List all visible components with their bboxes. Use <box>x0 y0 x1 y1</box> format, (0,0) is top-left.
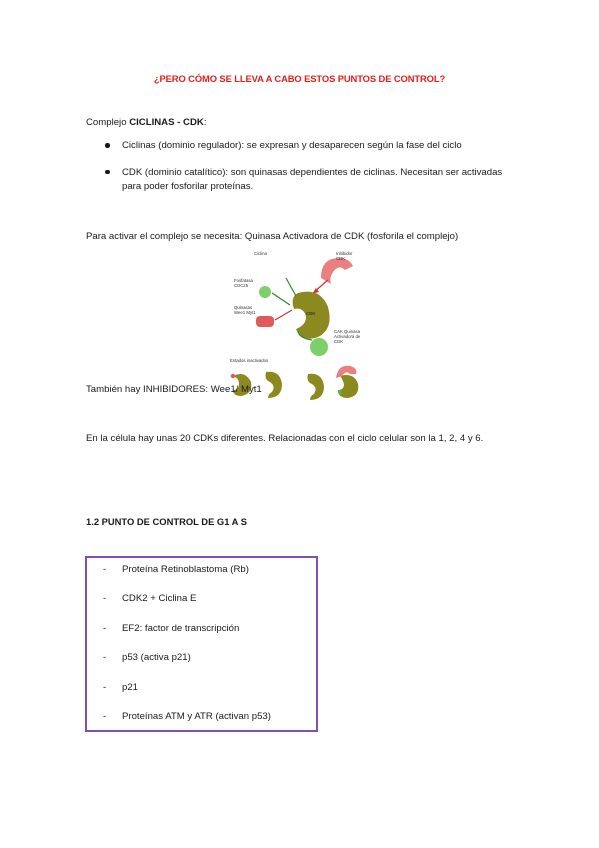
complejo-heading <box>86 116 516 130</box>
complejo-suffix: : <box>203 117 207 128</box>
inactive-state-3-cyclin <box>295 368 302 382</box>
complejo-bullet-list <box>86 139 516 207</box>
label-ciclina: Ciclina <box>254 251 267 256</box>
checkpoint-item <box>103 592 271 621</box>
fosfatasa-shape <box>259 286 271 298</box>
bullet-dot <box>105 170 110 175</box>
dash-marker: - <box>103 681 107 693</box>
checkpoint-item <box>103 651 271 680</box>
label-fosfatasa: Fosfatasa CDC25 <box>234 278 253 288</box>
inhibidores-paragraph: También hay INHIBIDORES: Wee1/ Myt1 <box>86 384 262 395</box>
checkpoint-item-text: CDK2 + Ciclina E <box>122 593 197 605</box>
inhibidor-shape <box>321 258 353 284</box>
checkpoint-item-text: EF2: factor de transcripción <box>122 622 240 634</box>
checkpoint-item <box>103 681 271 710</box>
quinasas-shape <box>256 316 274 327</box>
bullet-text: CDK (dominio catalítico): son quinasas dependientes de ciclinas. Necesitan ser activadas para poder fosforilar proteínas. <box>122 166 503 192</box>
cdks-paragraph: En la célula hay unas 20 CDKs diferentes. Relacionadas con el ciclo celular son la 1, 2, 4 y 6. <box>86 433 484 444</box>
bullet-item <box>86 166 516 194</box>
dash-marker: - <box>103 710 107 722</box>
dash-marker: - <box>103 622 107 634</box>
ciclina-shape <box>268 260 280 284</box>
label-quinasas: Quinasas Wee1 Myt1 <box>234 305 256 315</box>
checkpoint-box <box>85 556 318 732</box>
complejo-bold: CICLINAS - CDK <box>129 117 204 128</box>
bullet-text: Ciclinas (dominio regulador): se expresan y desaparecen según la fase del ciclo <box>122 140 462 151</box>
bullet-dot <box>105 143 110 148</box>
fosfatasa-arrow <box>272 293 290 305</box>
cdk-activation-figure <box>228 248 366 404</box>
checkpoint-item <box>103 710 271 739</box>
section-title: 1.2 PUNTO DE CONTROL DE G1 A S <box>86 516 247 527</box>
checkpoint-item-text: Proteína Retinoblastoma (Rb) <box>122 564 249 575</box>
dash-marker: - <box>103 593 107 605</box>
cdk-diagram <box>228 248 366 404</box>
label-estados: Estados inactivados <box>230 358 269 363</box>
cak-shape <box>310 338 328 356</box>
inactive-state-1-dot <box>231 374 235 378</box>
dash-marker: - <box>103 564 107 575</box>
label-cdk: CDK <box>306 311 316 316</box>
checkpoint-item <box>103 563 271 592</box>
checkpoint-list <box>103 563 271 739</box>
activar-paragraph: Para activar el complejo se necesita: Quinasa Activadora de CDK (fosforila el complejo) <box>86 231 459 242</box>
label-inhibidor: Inhibidor CDK <box>336 251 353 261</box>
dash-marker: - <box>103 652 107 664</box>
page-title: ¿PERO CÓMO SE LLEVA A CABO ESTOS PUNTOS DE CONTROL? <box>153 73 446 84</box>
checkpoint-item <box>103 622 271 651</box>
complejo-prefix: Complejo <box>86 117 130 128</box>
label-cak: CAK Quinasa Activadora de CDK <box>334 329 361 344</box>
quinasas-arrow <box>275 310 292 320</box>
bullet-item <box>86 139 516 153</box>
ciclina-arrow <box>286 278 296 296</box>
checkpoint-item-text: p21 <box>122 681 139 693</box>
checkpoint-item-text: p53 (activa p21) <box>122 652 191 664</box>
checkpoint-item-text: Proteínas ATM y ATR (activan p53) <box>122 710 271 722</box>
